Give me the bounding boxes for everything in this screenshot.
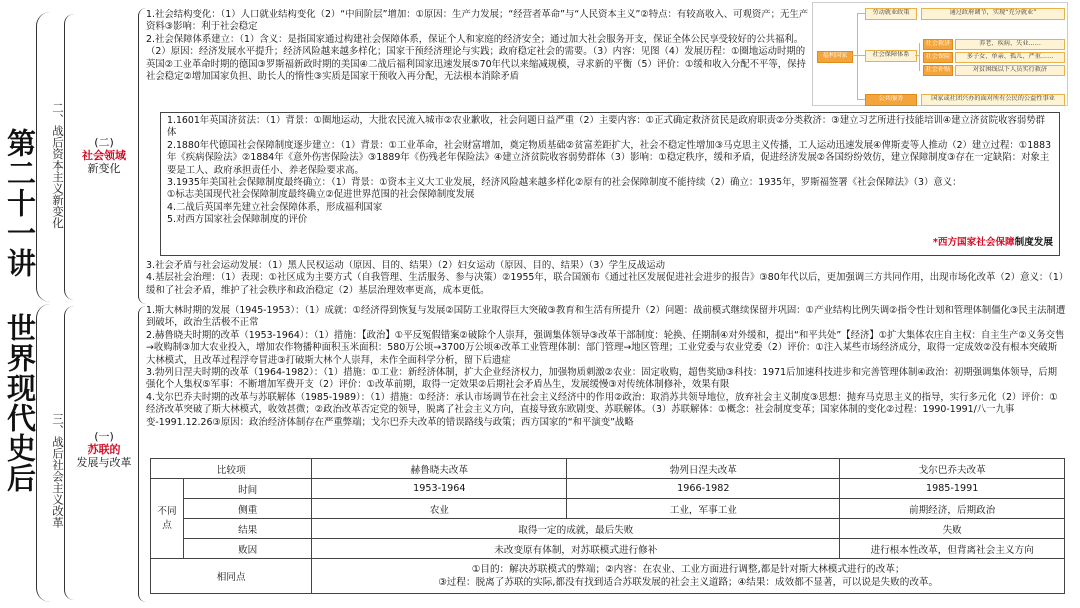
box-line-4: ①标志美国现代社会保障制度最终确立②促进世界范围的社会保障制度发展 (167, 189, 475, 201)
table-cell: 进行根本性改革，但背离社会主义方向 (840, 539, 1065, 559)
box-line-1: 1.1601年英国济贫法：（1）背景：①圈地运动，大批农民流入城市②农业歉收，社会问题日益严重（2）主要内容：①正式确定救济贫民是政府职责②分类救济：③建立习艺所进行技能培训④建立济贫院收容弱势群体 (167, 115, 1045, 139)
table-cell: 前期经济，后期政治 (840, 499, 1065, 519)
section-label-3 (44, 370, 64, 570)
table-cell: 侧重 (184, 499, 312, 519)
subsection-social (74, 136, 134, 175)
table-row (151, 479, 1065, 499)
section-label-3-text: 三、战后社会主义改革 (51, 412, 65, 528)
detail-brace-a (138, 8, 146, 304)
reform-comparison-table (150, 458, 1065, 594)
box-line-6: 5.对西方国家社会保障制度的评价 (167, 214, 308, 226)
box-signature-rest: 制度发展 (1014, 236, 1053, 248)
table-header-cell: 比较项 (151, 459, 312, 479)
table-row (151, 539, 1065, 559)
table-cell: 结果 (184, 519, 312, 539)
table-cell (312, 559, 1065, 594)
social-structure-paragraph: 1.社会结构变化：（1）人口就业结构变化（2）“中间阶层”增加：①原因：生产力发展；“经营者革命”与“人民资本主义”②特点：有较高收入、可观资产；无生产资料③影响：利于社会稳定 (146, 9, 809, 33)
table-cell: 败因 (184, 539, 312, 559)
box-line-5: 4.二战后英国率先建立社会保障体系，形成福利国家 (167, 201, 383, 213)
welfare-state-diagram (812, 2, 1068, 106)
stalin-paragraph: 1.斯大林时期的发展（1945-1953）：（1）成就：①经济得到恢复与发展②国防工业取得巨大突破③教育和生活有所提升（2）问题：战前模式继续保留并巩固：①产业结构比例失调②指令性计划和管理体制僵化③民主法制遭到破坏，政治生活极不正常 (146, 305, 1066, 329)
table-cell: 时间 (184, 479, 312, 499)
subsection-ussr-num: (一) (94, 430, 114, 443)
diagram-root: 福利国家 (817, 51, 853, 63)
table-cell: 1985-1991 (840, 479, 1065, 499)
diagram-subsidy: 社会补贴 (923, 65, 953, 76)
sub-brace-a (64, 14, 74, 300)
brezhnev-paragraph: 3.勃列日涅夫时期的改革（1964-1982）：（1）措施：①工业：新经济体制，扩大企业经济权力，加强物质刺激②农业：固定收购，超售奖励③科技：1971后加速科技进步和完善管理体制④政治：初期强调集体领导，后期强化个人集权⑤军事：不断增加军费开支（2）评价：①改革前期，取得一定效果②后期社会矛盾丛生，发展缓慢③对传统体制修补，效果有限 (146, 367, 1057, 391)
diagram-insurance-detail: 多子女、单亲、孤儿、严重…… (955, 52, 1065, 63)
social-security-paragraph: 2.社会保障体系建立：（1）含义：是指国家通过构建社会保障体系，保证个人和家庭的经济安全；通过加大社会服务开支，保证全体公民享受较好的公共福利。（2）原因：经济发展水平提升；经济风险越来越多样化；国家干预经济理论与实践；政府稳定社会的需要。（3）内容：见图（4）发展历程：①圈地运动时期的英国②工业革命时期的德国③罗斯福新政时期的美国④二战后福利国家迅速发展⑤70年代以来缩减规模，寻求新的平衡（5）评价：①缓和收入分配不平等，保持社会稳定②增加国家负担、助长人的惰性③实质是国家干预收入再分配，无法根本消除矛盾 (146, 33, 806, 83)
social-conflict-paragraph: 3.社会矛盾与社会运动发展：（1）黑人民权运动（原因、目的、结果）（2）妇女运动（原因、目的、结果）（3）学生反战运动 (146, 260, 666, 271)
box-line-2: 2.1880年代德国社会保障制度逐步建立：（1）背景：①工业革命，社会财富增加，奠定物质基础②贫富差距扩大，社会不稳定性增加③马克思主义传播，工人运动迅速发展④俾斯麦等人推动（2）建立过程：①1883年《疾病保险法》②1884年《意外伤害保险法》③1889年《伤残老年保险法》④建立济贫院收容弱势群体（3）影响：①稳定秩序，缓和矛盾，促进经济发展②各国纷纷效仿，建立保障制度③存在一定缺陷：对象主要是工人、政府承担责任小、养老保险要求高。 (167, 139, 1052, 176)
same-point-line-2: ③过程：脱离了苏联的实际,都没有找到适合苏联发展的社会主义道路；④结果：成效都不显著，可以说是失败的改革。 (438, 577, 939, 588)
section-label-2: 二、战后资本主义新变化 (51, 101, 65, 229)
table-header-row (151, 459, 1065, 479)
diagram-public-service-item: 国家或社团兴办的面对所有公民的公益性事业 (921, 94, 1065, 106)
subsection-social-num: (二) (94, 136, 114, 149)
diagram-public-service: 公共服务 (865, 94, 917, 106)
subsection-ussr-rest: 发展与改革 (76, 456, 132, 469)
table-cell: 失败 (840, 519, 1065, 539)
box-signature (933, 237, 1053, 249)
same-point-line-1: ①目的：解决苏联模式的弊端；②内容：在农业、工业方面进行调整,都是针对斯大林模式进行的改革； (471, 564, 905, 575)
social-movement-text (146, 260, 1066, 302)
khrushchev-paragraph: 2.赫鲁晓夫时期的改革（1953-1964）：（1）措施：【政治】①平反冤假错案②破除个人崇拜，强调集体领导③改革干部制度：轮换、任期制④对外缓和，提出“和平共处”【经济】①扩大集体农庄自主权：自主生产②义务交售→收购制③加大农业投入，增加农作物播种面积玉米面积：580万公顷→3700万公顷④改革工业管理体制：部门管理→地区管理；工业党委与农业党委（2）评价：①注入某些市场经济成分，取得一定成效②没有根本突破斯大林模式，且改革过程浮夸冒进③打破斯大林个人崇拜，未作全面科学分析，留下后遗症 (146, 329, 1065, 366)
diagram-security: 社会保障体系 (865, 50, 917, 62)
ussr-reform-text (146, 305, 1066, 457)
table-cell: 1953-1964 (312, 479, 567, 499)
diagram-subsidy-detail: 对贫困线以下人员实行救济 (955, 65, 1065, 76)
subsection-ussr-red: 苏联的 (87, 443, 121, 456)
table-cell: 农业 (312, 499, 567, 519)
box-line-3: 3.1935年美国社会保障制度最终确立：（1）背景：①资本主义大工业发展，经济风险越来越多样化②原有的社会保障制度不能持续（2）确立：1935年，罗斯福签署《社会保障法》（3）意义： (167, 177, 962, 189)
gorbachev-paragraph: 4.戈尔巴乔夫时期的改革与苏联解体（1985-1989）：（1）措施：①经济：承认市场调节在社会主义经济中的作用②政治：取消苏共领导地位，放弃社会主义制度③思想：抛弃马克思主义的指导，实行多元化（2）评价：①经济改革突破了斯大林模式，收效甚微；②政治改革否定党的领导，脱离了社会主义方向，直接导致东欧剧变、苏联解体。（3）苏联解体：①概念：社会制度变革；国家体制的变化②过程：1990-1991/八一九事变-1991.12.26③原因：政治经济体制存在严重弊端；戈尔巴乔夫改革的错误路线与政策；西方国家的“和平演变”战略 (146, 391, 1058, 428)
table-header-cell: 勃列日涅夫改革 (567, 459, 840, 479)
table-cell: 1966-1982 (567, 479, 840, 499)
diagram-relief-detail: 养老、疾病、失业…… (955, 39, 1065, 50)
box-signature-red: *西方国家社会保障 (932, 236, 1015, 248)
table-header-cell: 戈尔巴乔夫改革 (840, 459, 1065, 479)
diagram-insurance: 社会保险 (923, 52, 953, 63)
table-group-label-text: 不同点 (157, 505, 177, 531)
social-security-history-box (160, 112, 1060, 256)
page-title: 第二十一讲 世界现代史后 (3, 127, 37, 493)
table-cell: 取得一定的成就，最后失败 (312, 519, 840, 539)
table-row (151, 559, 1065, 594)
table-cell: 未改变原有体制，对苏联模式进行修补 (312, 539, 840, 559)
table-row (151, 519, 1065, 539)
diagram-relief: 社会救济 (923, 39, 953, 50)
social-change-text (146, 9, 810, 109)
subsection-social-rest: 新变化 (87, 162, 121, 175)
grassroots-governance-paragraph: 4.基层社会治理：（1）表现：①社区成为主要方式（自我管理、生活服务、参与决策）②1955年，联合国颁布《通过社区发展促进社会进步的报告》③80年代以后，更加强调三方共同作用，出现市场化改革（2）意义：（1）缓和了社会矛盾，维护了社会秩序和政治稳定（2）基层治理效率更高，成本更低。 (146, 272, 1064, 296)
subsection-ussr (70, 430, 138, 469)
subsection-social-red: 社会领域 (82, 149, 126, 162)
table-group-label (151, 479, 184, 559)
detail-brace-b (138, 306, 146, 602)
table-header-cell: 赫鲁晓夫改革 (312, 459, 567, 479)
diagram-employment: 劳动就业政策 (865, 8, 917, 20)
table-row (151, 499, 1065, 519)
diagram-employment-item: 通过政府调节，实现“充分就业” (921, 8, 1065, 20)
table-cell: 相同点 (151, 559, 312, 594)
table-cell: 工业，军事工业 (567, 499, 840, 519)
